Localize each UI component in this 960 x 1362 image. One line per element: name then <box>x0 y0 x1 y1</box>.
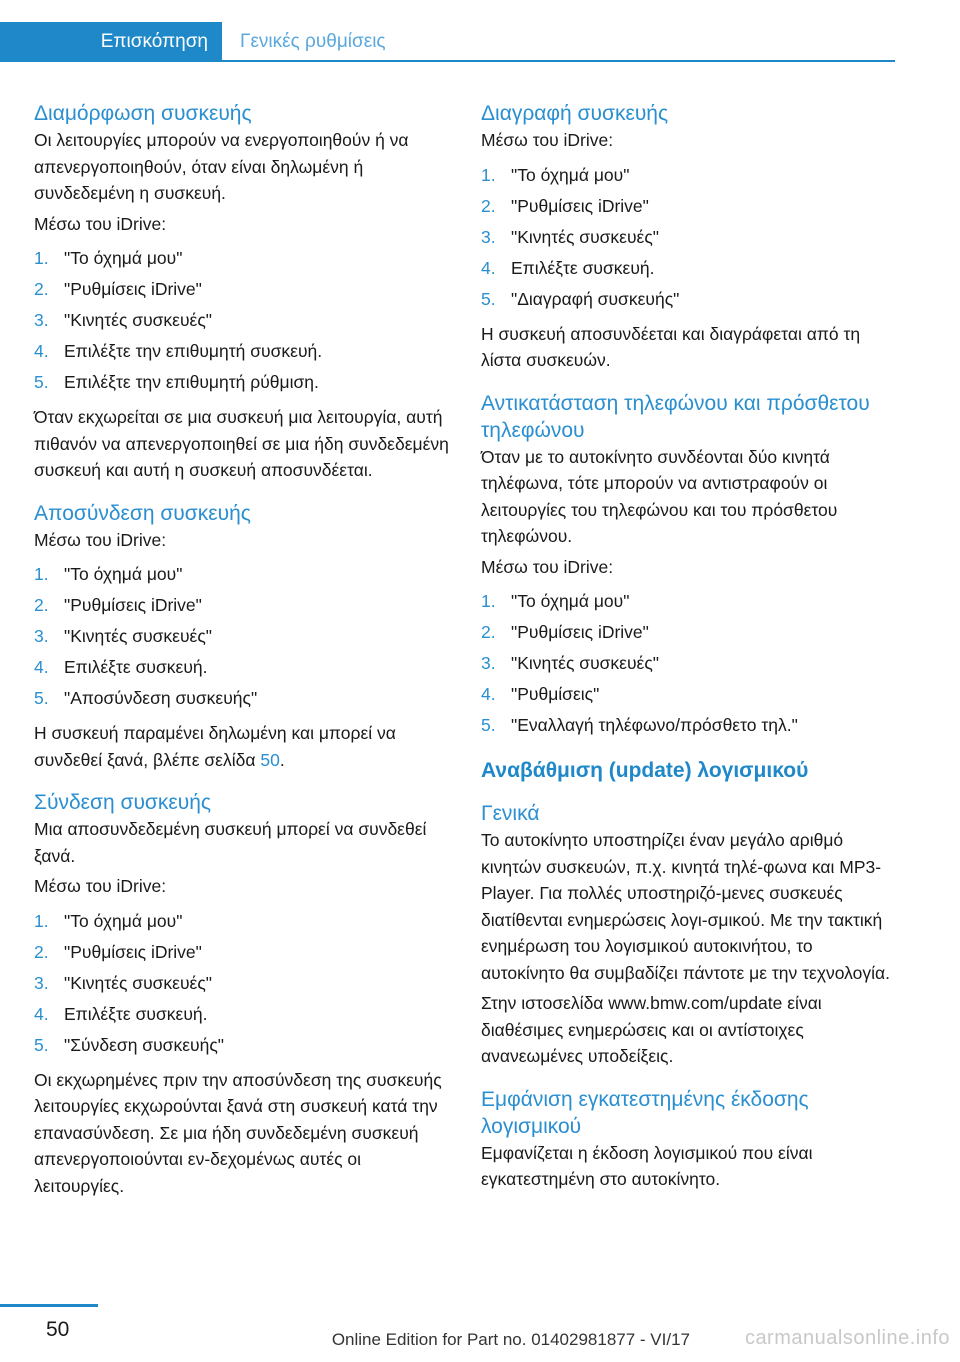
section-title: Γενικά <box>481 802 540 825</box>
paragraph: Μέσω του iDrive: <box>34 529 167 550</box>
page-header <box>0 0 960 62</box>
list-item: 3. "Κινητές συσκευές" <box>481 226 660 247</box>
list-item: 4. Επιλέξτε την επιθυμητή συσκευή. <box>34 341 323 361</box>
section-swap-phone <box>481 390 901 742</box>
paragraph: Μια αποσυνδεδεμένη συσκευή μπορεί να συνδεθεί ξανά. <box>34 819 427 866</box>
section-title: Αναβάθμιση (update) λογισμικού <box>481 759 809 782</box>
list-item: 3. "Κινητές συσκευές" <box>34 310 213 330</box>
steps-list <box>34 243 454 398</box>
section-disconnect-device <box>34 500 454 774</box>
right-column <box>481 100 901 1209</box>
left-column <box>34 100 454 1215</box>
list-item: 1. "Το όχημά μου" <box>481 164 630 185</box>
paragraph: Όταν εκχωρείται σε μια συσκευή μια λειτουργία, αυτή πιθανόν να απενεργοποιηθεί σε μια ήδη συνδεδεμένη συσκευή και αυτή η συσκευή αποσυνδέεται. <box>34 407 449 480</box>
page-link[interactable]: 50 <box>260 749 280 770</box>
section-software-update <box>481 757 901 784</box>
list-item: 4. Επιλέξτε συσκευή. <box>34 1003 208 1024</box>
list-item: 1. "Το όχημά μου" <box>34 564 183 584</box>
section-title: Σύνδεση συσκευής <box>34 791 212 814</box>
paragraph: Μέσω του iDrive: <box>34 213 167 234</box>
paragraph: Η συσκευή παραμένει δηλωμένη και μπορεί να συνδεθεί ξανά, βλέπε σελίδα 50. <box>34 723 396 770</box>
tab-general-settings[interactable]: Γενικές ρυθμίσεις <box>240 31 386 52</box>
section-connect-device <box>34 789 454 1199</box>
footer-accent-bar <box>0 1304 98 1307</box>
list-item: 2. "Ρυθμίσεις iDrive" <box>481 622 649 642</box>
steps-list <box>481 586 901 741</box>
list-item: 4. "Ρυθμίσεις" <box>481 684 600 704</box>
edition-note: Online Edition for Part no. 01402981877 - VI/17 <box>331 1330 690 1349</box>
list-item: 3. "Κινητές συσκευές" <box>34 972 213 993</box>
section-title: Αντικατάσταση τηλεφώνου και πρόσθετου τηλεφώνου <box>481 391 870 442</box>
paragraph: Στην ιστοσελίδα www.bmw.com/update είναι διαθέσιμες ενημερώσεις και οι αντίστοιχες ανανεωμένες υποδείξεις. <box>481 993 822 1066</box>
tab-overview[interactable]: Επισκόπηση <box>0 22 222 62</box>
steps-list <box>481 160 901 315</box>
steps-list <box>34 559 454 714</box>
paragraph: Μέσω του iDrive: <box>34 876 167 896</box>
steps-list <box>34 906 454 1061</box>
paragraph: Οι εκχωρημένες πριν την αποσύνδεση της συσκευής λειτουργίες εκχωρούνται ξανά στη συσκευή κατά την επανασύνδεση. Σε μια ήδη συνδεδεμένη συσκευή απενεργοποιούνται εν-δεχομένως αυτές οι λειτουργίες. <box>34 1069 442 1196</box>
list-item: 3. "Κινητές συσκευές" <box>481 653 660 673</box>
paragraph: Το αυτοκίνητο υποστηρίζει έναν μεγάλο αριθμό κινητών συσκευών, π.χ. κινητά τηλέ-φωνα και MP3-Player. Για πολλές υποστηριζό-μενες συσκευές διατίθενται ενημερώσεις λογι-σμικού. Με την τακτική ενημέρωση του λογισμικού αυτοκινήτου, το αυτοκίνητο θα συμβαδίζει πάντοτε με την τεχνολογία. <box>481 830 891 983</box>
paragraph: Εμφανίζεται η έκδοση λογισμικού που είναι εγκατεστημένη στο αυτοκίνητο. <box>481 1142 813 1189</box>
paragraph: Μέσω του iDrive: <box>481 130 614 150</box>
section-title: Αποσύνδεση συσκευής <box>34 501 251 525</box>
list-item: 4. Επιλέξτε συσκευή. <box>481 257 655 278</box>
list-item: 1. "Το όχημά μου" <box>34 248 183 268</box>
section-delete-device <box>481 100 901 374</box>
list-item: 5. "Εναλλαγή τηλέφωνο/πρόσθετο τηλ." <box>481 715 798 735</box>
list-item: 2. "Ρυθμίσεις iDrive" <box>481 195 649 216</box>
section-device-configuration <box>34 100 454 484</box>
list-item: 1. "Το όχημά μου" <box>481 591 630 611</box>
list-item: 5. "Σύνδεση συσκευής" <box>34 1034 224 1055</box>
page-number: 50 <box>46 1318 70 1341</box>
list-item: 1. "Το όχημά μου" <box>34 910 183 931</box>
list-item: 2. "Ρυθμίσεις iDrive" <box>34 941 202 962</box>
list-item: 2. "Ρυθμίσεις iDrive" <box>34 279 202 299</box>
paragraph: Όταν με το αυτοκίνητο συνδέονται δύο κινητά τηλέφωνα, τότε μπορούν να αντιστραφούν οι λειτουργίες του τηλεφώνου και του πρόσθετου τηλεφώνου. <box>481 446 838 546</box>
header-divider <box>0 60 895 62</box>
list-item: 5. "Διαγραφή συσκευής" <box>481 288 680 309</box>
section-general <box>481 800 901 1070</box>
section-title: Διαμόρφωση συσκευής <box>34 102 252 125</box>
list-item: 4. Επιλέξτε συσκευή. <box>34 657 208 677</box>
section-title: Διαγραφή συσκευής <box>481 102 669 125</box>
list-item: 3. "Κινητές συσκευές" <box>34 626 213 646</box>
section-installed-version <box>481 1086 901 1193</box>
watermark: carmanualsonline.info <box>744 1327 950 1349</box>
list-item: 5. Επιλέξτε την επιθυμητή ρύθμιση. <box>34 372 319 392</box>
paragraph: Η συσκευή αποσυνδέεται και διαγράφεται από τη λίστα συσκευών. <box>481 323 861 370</box>
paragraph: Μέσω του iDrive: <box>481 556 614 577</box>
section-title: Εμφάνιση εγκατεστημένης έκδοσης λογισμικού <box>481 1087 809 1138</box>
paragraph: Οι λειτουργίες μπορούν να ενεργοποιηθούν ή να απενεργοποιηθούν, όταν είναι δηλωμένη ή συνδεδεμένη η συσκευή. <box>34 130 409 203</box>
list-item: 5. "Αποσύνδεση συσκευής" <box>34 688 258 708</box>
list-item: 2. "Ρυθμίσεις iDrive" <box>34 595 202 615</box>
